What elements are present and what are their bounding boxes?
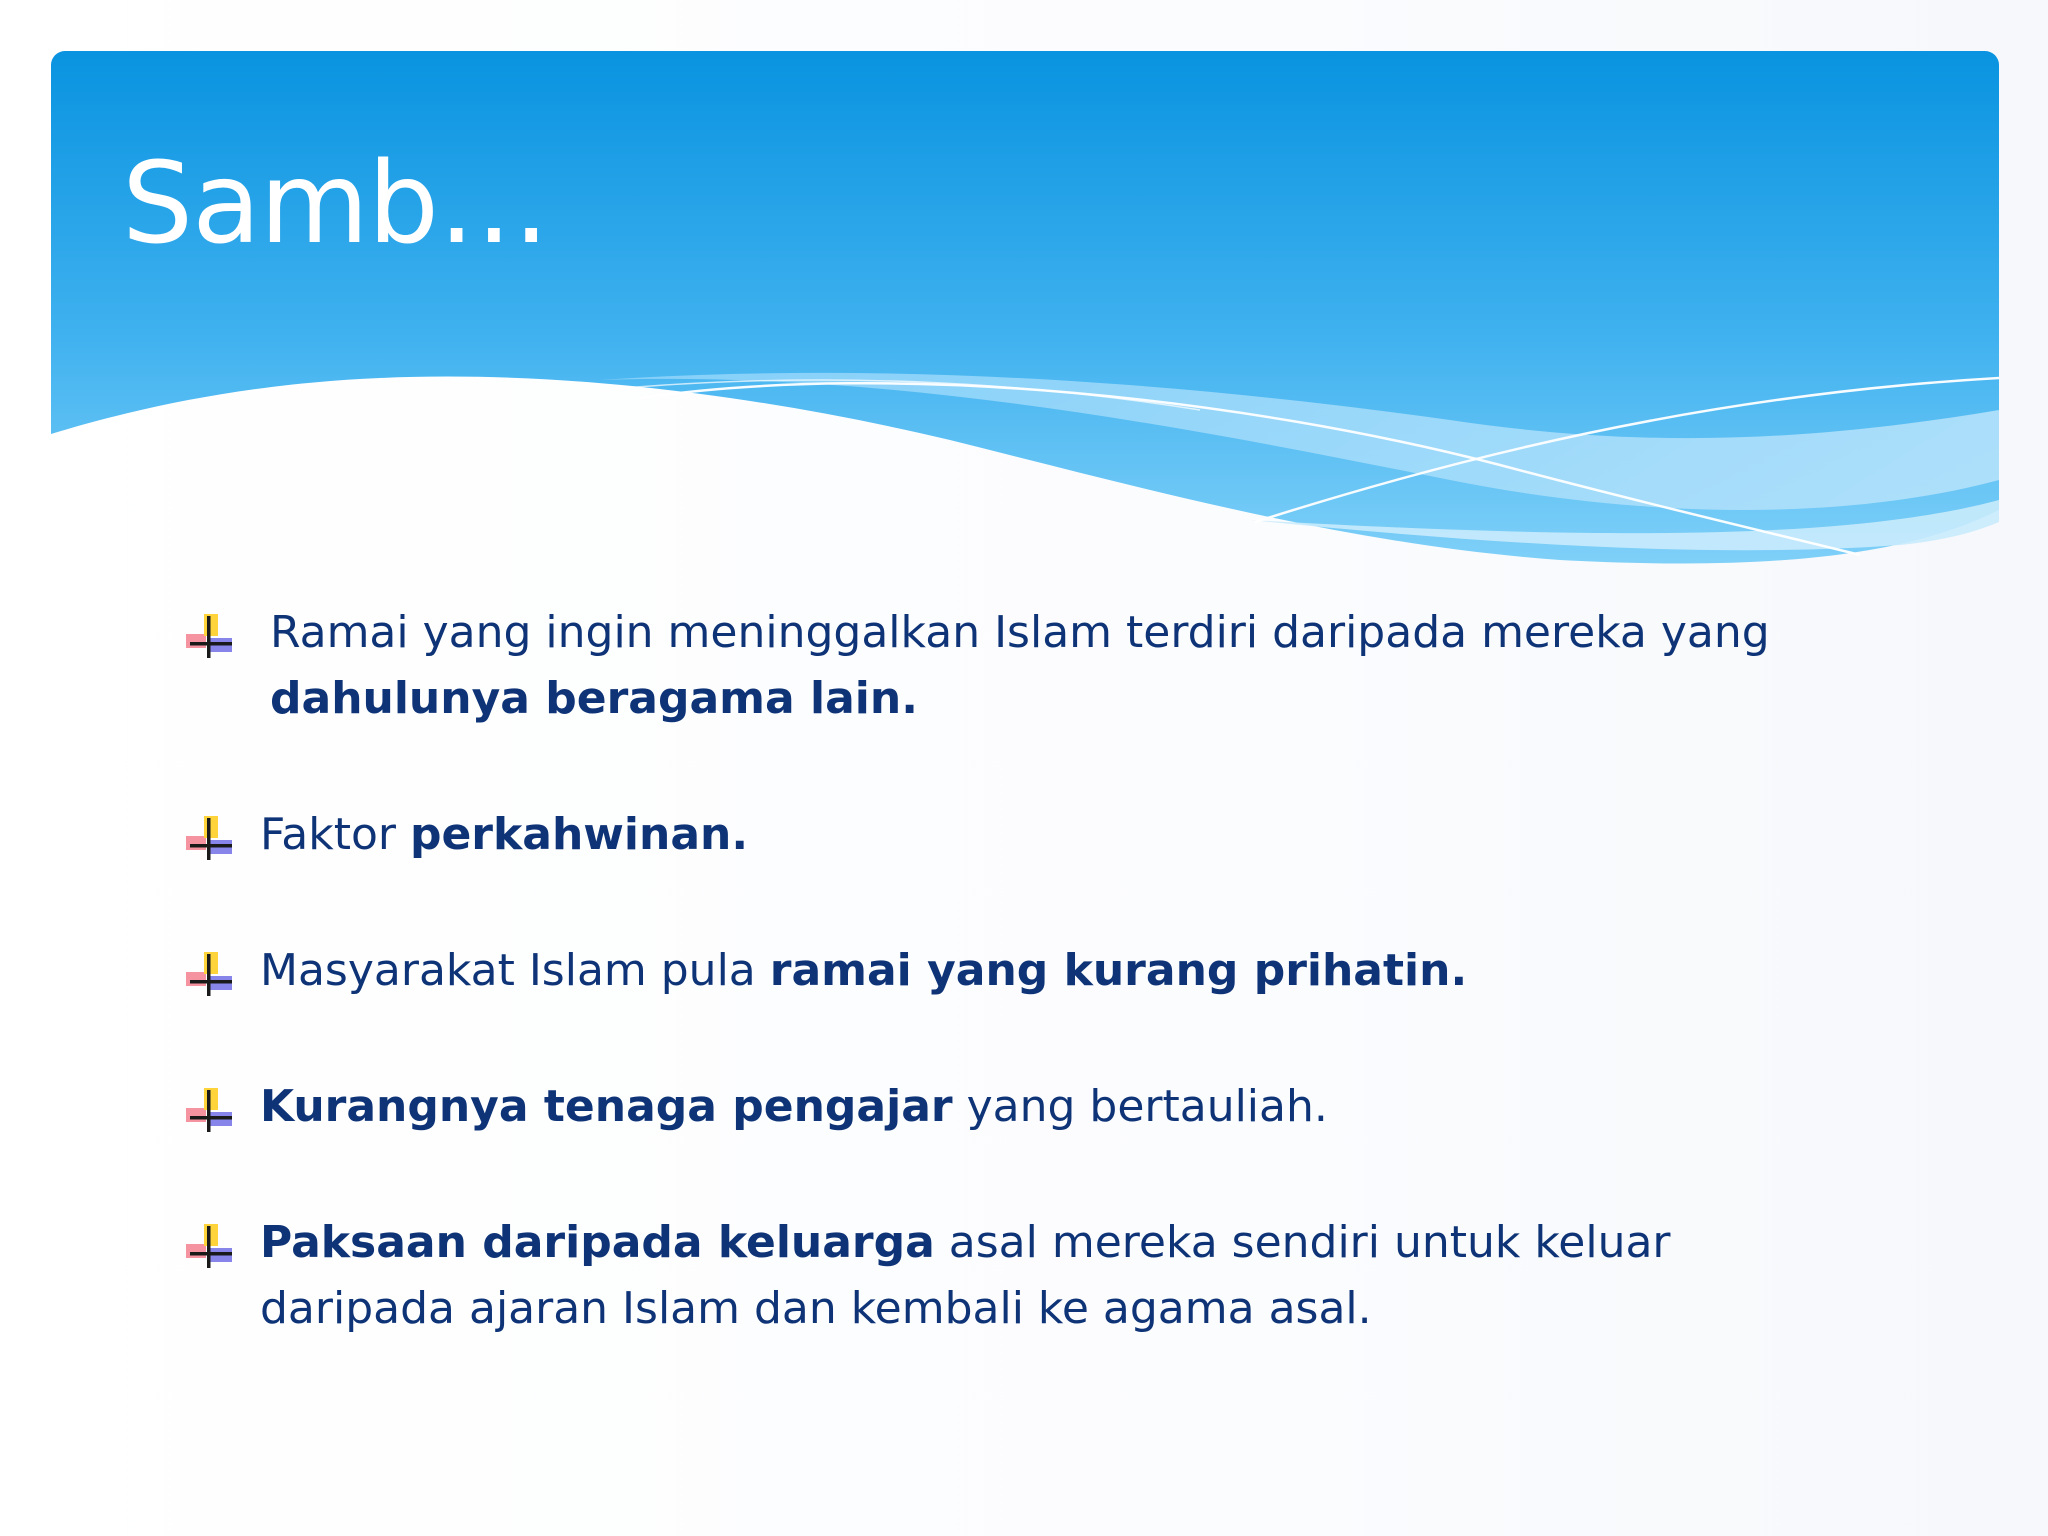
colored-cross-bullet-icon xyxy=(184,1222,236,1270)
colored-cross-bullet-icon xyxy=(184,950,236,998)
slide-title: Samb… xyxy=(122,139,549,269)
bullet-text: Masyarakat Islam pula ramai yang kurang prihatin. xyxy=(260,945,1468,996)
bullet-text: Faktor perkahwinan. xyxy=(260,809,749,860)
bullet-text: Kurangnya tenaga pengajar yang bertauliah. xyxy=(260,1081,1328,1132)
colored-cross-bullet-icon xyxy=(184,814,236,862)
colored-cross-bullet-icon xyxy=(184,1086,236,1134)
colored-cross-bullet-icon xyxy=(184,612,236,660)
bullet-text: Paksaan daripada keluarga asal mereka sendiri untuk keluar daripada ajaran Islam dan kembali ke agama asal. xyxy=(260,1217,1671,1334)
header-wave-banner xyxy=(0,0,2048,600)
bullet-text: Ramai yang ingin meninggalkan Islam terdiri daripada mereka yang dahulunya beragama lain. xyxy=(270,607,1770,724)
